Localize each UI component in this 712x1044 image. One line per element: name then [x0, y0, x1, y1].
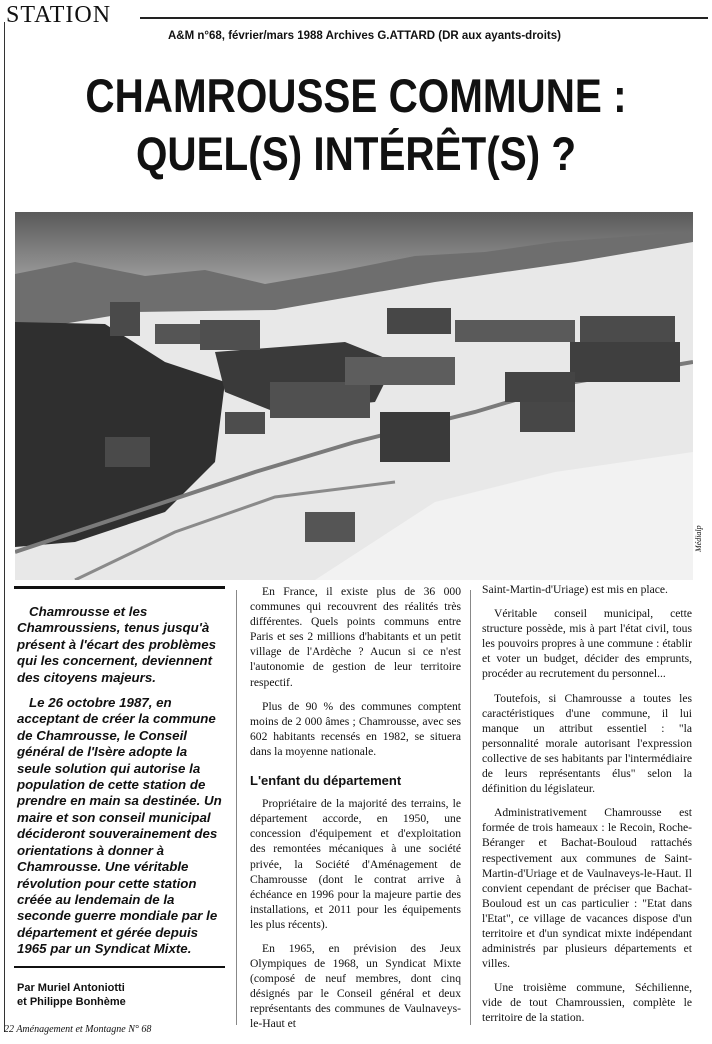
building: [110, 302, 140, 336]
station-photo: [15, 212, 693, 580]
article-paragraph: Saint-Martin-d'Uriage) est mis en place.: [482, 583, 668, 596]
article-paragraph: Plus de 90 % des communes comptent moins de 2 000 âmes ; Chamrousse, avec ses 602 habitants recensés en 1982, se situera dans la moyenne nationale.: [250, 699, 461, 758]
headline-line-2: QUEL(S) INTÉRÊT(S) ?: [135, 127, 577, 180]
archive-credit: A&M n°68, février/mars 1988 Archives G.ATTARD (DR aux ayants-droits): [168, 30, 561, 42]
byline: [17, 981, 126, 1009]
photo-credit: Médialp: [694, 525, 703, 552]
rubric-rule: [140, 17, 708, 19]
building: [105, 437, 150, 467]
headline-line-1: CHAMROUSSE COMMUNE :: [85, 69, 627, 122]
building: [455, 320, 575, 342]
byline-author-1: Par Muriel Antoniotti: [17, 982, 125, 994]
building: [505, 372, 575, 402]
article-column-3: [482, 582, 692, 1035]
lead-column: [17, 582, 224, 967]
lead-bottom-rule: [14, 966, 225, 968]
page-left-rule: [4, 22, 5, 1032]
article-paragraph: Propriétaire de la majorité des terrains, le département accorde, en 1950, une concession d'équipement et d'exploitation des remontées mécaniques à une société privée, la Société d'Aménagement de Chamrousse (dont le contrat arrive à échéance en 1996 pour la majeure partie des installations, et 2011 pour les équipements les plus récents).: [250, 797, 461, 931]
article-paragraph: Une troisième commune, Séchilienne, vide de tout Chamroussien, complète le territoire de la station.: [482, 981, 692, 1025]
byline-author-2: et Philippe Bonhème: [17, 996, 126, 1008]
article-column-2: [250, 584, 461, 1041]
section-rubric: STATION: [6, 2, 112, 28]
article-paragraph: Toutefois, si Chamrousse a toutes les caractéristiques d'une commune, il lui manque un attribut essentiel : "la personnalité morale autorisant l'expression collective de ses habitants par l'intermédiaire de leurs représentants élus" selon la définition du législateur.: [482, 691, 692, 796]
article-paragraph: En France, il existe plus de 36 000 communes qui recouvrent des réalités très différentes. Quels points communs entre Paris et ses 2 millions d'habitants et un petit village de l'Ardèche ? Aucun si ce n'est l'autonomie de gestion de leur territoire respectif.: [250, 585, 461, 689]
building: [570, 342, 680, 382]
lead-paragraph-1: Chamrousse et les Chamroussiens, tenus jusqu'à présent à l'écart des problèmes qui les concernent, deviennent des citoyens majeurs.: [17, 604, 217, 685]
column-divider: [470, 590, 471, 1025]
article-paragraph: En 1965, en prévision des Jeux Olympiques de 1968, un Syndicat Mixte (composé de neuf membres, dont cinq désignés par le Conseil général et deux représentants des communes de Vaulnaveys-le-Haut et: [250, 941, 461, 1031]
building: [200, 320, 260, 350]
article-paragraph: Administrativement Chamrousse est formée de trois hameaux : le Recoin, Roche-Béranger et Bachat-Bouloud rattachés respectivement aux communes de Saint-Martin-d'Uriage et de Vaulnaveys-le-Haut. Il convient cependant de préciser que Bachat-Bouloud est un cas particulier : "Etat dans l'Etat", ce village de vacances dispose d'un territoire et d'un syndicat mixte indépendant administrés par plusieurs départements et villes.: [482, 806, 692, 971]
building: [387, 308, 451, 334]
subheading: L'enfant du département: [250, 773, 402, 789]
building: [345, 357, 455, 385]
building: [225, 412, 265, 434]
building: [380, 412, 450, 462]
building: [305, 512, 355, 542]
building: [270, 382, 370, 418]
article-paragraph: Véritable conseil municipal, cette structure possède, mis à part l'état civil, tous les pouvoirs propres à une commune : établir et voter un budget, décider des emprunts, procéder au recrutement du personnel...: [482, 607, 692, 681]
page-footer: 22 Aménagement et Montagne N° 68: [4, 1024, 152, 1035]
building: [520, 402, 575, 432]
lead-paragraph-2: Le 26 octobre 1987, en acceptant de créer la commune de Chamrousse, le Conseil général de l'Isère adopte la seule solution qui autorise la population de cette station de prendre en main sa destinée. Un maire et son conseil municipal décideront souverainement des orientations à donner à Chamrousse. Une véritable révolution pour cette station créée au lendemain de la seconde guerre mondiale par le département et gérée depuis 1965 par un Syndicat Mixte.: [17, 695, 222, 957]
building: [155, 324, 205, 344]
column-divider: [236, 590, 237, 1025]
